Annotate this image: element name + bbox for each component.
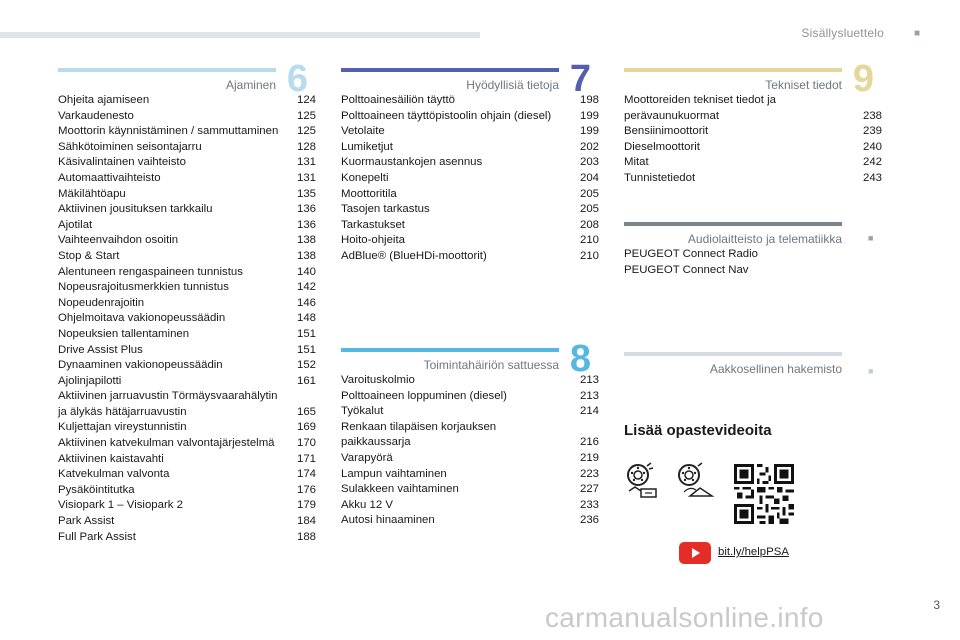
toc-entry-page: 214 [579, 405, 599, 418]
toc-entry-page: 151 [296, 327, 316, 340]
toc-entry[interactable] [58, 498, 316, 514]
toc-entry[interactable] [58, 93, 316, 109]
toc-list [341, 93, 599, 265]
toc-entry-page: 213 [579, 374, 599, 386]
section-number: 7 [569, 58, 591, 100]
toc-entry-title: Aktiivinen katvekulman valvontajärjestelmä [58, 437, 275, 450]
toc-entry-title: Polttoaineen täyttöpistoolin ohjain (diesel) [341, 109, 552, 122]
toc-entry-page: 223 [579, 467, 599, 480]
toc-entry[interactable] [58, 124, 316, 140]
toc-entry[interactable] [624, 140, 882, 156]
toc-entry-page: 233 [579, 498, 599, 511]
header-square-mark: ■ [913, 28, 920, 39]
toc-entry-title: Ajotilat [58, 218, 93, 231]
toc-entry-title: Nopeudenrajoitin [58, 296, 145, 309]
toc-entry-page: 199 [579, 125, 599, 138]
toc-entry[interactable] [58, 311, 316, 327]
toc-entry-page: 210 [579, 249, 599, 262]
section-divider [341, 348, 559, 352]
toc-entry[interactable] [341, 187, 599, 203]
toc-entry[interactable] [341, 140, 599, 156]
toc-entry-title: Tunnistetiedot [624, 171, 696, 184]
toc-entry-title: Full Park Assist [58, 530, 136, 543]
toc-entry-page: 243 [862, 171, 882, 184]
audio-square-mark: ■ [868, 233, 874, 243]
index-square-mark: ■ [868, 366, 874, 376]
toc-entry-page: 135 [296, 187, 316, 200]
section-title: Hyödyllisiä tietoja [466, 78, 559, 92]
toc-entry-title: Mäkilähtöapu [58, 187, 126, 200]
watermark-text: carmanualsonline.info [545, 602, 824, 633]
toc-entry-page: 138 [296, 249, 316, 262]
toc-entry[interactable] [58, 249, 316, 265]
toc-entry[interactable] [58, 187, 316, 203]
section-divider [624, 222, 842, 226]
section-title: Toimintahäiriön sattuessa [423, 358, 559, 372]
toc-entry-title: Tasojen tarkastus [341, 203, 430, 216]
toc-entry-page: 128 [296, 140, 316, 153]
section-divider [624, 352, 842, 356]
toc-entry-title: Moottorin käynnistäminen / sammuttaminen [58, 125, 279, 138]
toc-entry[interactable] [341, 467, 599, 483]
toc-entry[interactable] [341, 420, 599, 451]
toc-entry-page: 179 [296, 499, 316, 512]
toc-entry[interactable] [341, 404, 599, 420]
toc-entry[interactable] [341, 373, 599, 389]
toc-entry-page: 131 [296, 171, 316, 184]
toc-entry-title: Aktiivinen jousituksen tarkkailu [58, 203, 213, 216]
toc-entry-title: Varapyörä [341, 451, 393, 464]
toc-entry[interactable] [341, 202, 599, 218]
toc-entry-page: 171 [296, 452, 316, 465]
toc-entry-page: 202 [579, 140, 599, 153]
toc-entry-page: 213 [579, 389, 599, 402]
toc-entry[interactable] [58, 389, 316, 420]
toc-entry-title: Katvekulman valvonta [58, 468, 170, 481]
section-ajaminen [58, 58, 316, 545]
top-decor-bar [0, 32, 480, 38]
toc-entry-title: Dieselmoottorit [624, 140, 700, 153]
toc-entry-title: Sähkötoiminen seisontajarru [58, 140, 202, 153]
toc-entry-page: 242 [862, 156, 882, 169]
toc-entry-title: Park Assist [58, 515, 115, 528]
toc-entry[interactable] [58, 452, 316, 468]
toc-entry-page: 240 [862, 140, 882, 153]
toc-entry[interactable] [58, 155, 316, 171]
toc-entry[interactable] [58, 327, 316, 343]
wheel-repair-kit-icon [676, 462, 716, 502]
toc-entry-page: 199 [579, 109, 599, 122]
toc-entry-page: 227 [579, 483, 599, 496]
toc-entry-title: Akku 12 V [341, 498, 393, 511]
toc-entry-title: Vaihteenvaihdon osoitin [58, 234, 179, 247]
toc-entry-title: Konepelti [341, 171, 389, 184]
toc-entry[interactable] [58, 436, 316, 452]
qr-code [734, 464, 794, 524]
page-header-title: Sisällysluettelo [801, 26, 884, 40]
toc-entry-title: Aktiivinen kaistavahti [58, 452, 164, 465]
toc-entry-page: 204 [579, 171, 599, 184]
toc-entry[interactable] [341, 93, 599, 109]
toc-entry[interactable] [624, 155, 882, 171]
toc-entry[interactable] [341, 109, 599, 125]
toc-entry[interactable] [341, 249, 599, 265]
toc-entry[interactable] [58, 171, 316, 187]
toc-entry-page: 152 [296, 359, 316, 372]
toc-entry[interactable] [58, 218, 316, 234]
section-divider [341, 68, 559, 72]
toc-entry-title: Ohjeita ajamiseen [58, 94, 150, 106]
toc-entry-page: 125 [296, 109, 316, 122]
toc-entry-page: 169 [296, 421, 316, 434]
section-tekniset-tiedot [624, 58, 882, 187]
toc-entry-page: 210 [579, 234, 599, 247]
toc-entry-title: Alentuneen rengaspaineen tunnistus [58, 265, 243, 278]
toc-entry-title: Aktiivinen jarruavustin Törmäysvaarahälytin ja älykäs hätäjarruavustin [58, 390, 278, 418]
toc-entry[interactable] [58, 483, 316, 499]
section-aakkosellinen-hakemisto [624, 350, 864, 376]
toc-entry[interactable] [58, 140, 316, 156]
toc-list [341, 373, 599, 529]
toc-entry-title: Lumiketjut [341, 140, 393, 153]
toc-entry-title: Mitat [624, 156, 649, 169]
toc-entry-title: Hoito-ohjeita [341, 234, 405, 247]
toc-entry[interactable] [58, 343, 316, 359]
toc-entry[interactable] [341, 451, 599, 467]
toc-entry-title: Moottoreiden tekniset tiedot ja perävaunukuormat [624, 94, 776, 122]
toc-entry-title: Kuormaustankojen asennus [341, 156, 483, 169]
toc-entry[interactable] [58, 530, 316, 546]
toc-entry[interactable] [58, 202, 316, 218]
toc-entry-title: Polttoainesäiliön täyttö [341, 94, 455, 106]
wheel-jack-icon [625, 462, 665, 502]
section-toimintahairion-sattuessa [341, 338, 599, 529]
section-hyodyllisia-tietoja [341, 58, 599, 265]
toc-entry-title: Käsivalintainen vaihteisto [58, 156, 186, 169]
toc-entry-page: 131 [296, 156, 316, 169]
toc-entry-page: 203 [579, 156, 599, 169]
toc-entry[interactable] [58, 296, 316, 312]
toc-entry-page: 205 [579, 203, 599, 216]
toc-entry-page: 236 [579, 514, 599, 527]
toc-entry-page: 174 [296, 468, 316, 481]
toc-entry-page: 198 [579, 94, 599, 106]
toc-entry[interactable] [58, 265, 316, 281]
toc-entry[interactable] [58, 420, 316, 436]
toc-list [58, 93, 316, 545]
section-divider [58, 68, 276, 72]
toc-entry-title: Ajolinjapilotti [58, 374, 122, 387]
section-audiolaitteisto [624, 220, 864, 278]
toc-entry[interactable] [341, 498, 599, 514]
toc-entry-title: Autosi hinaaminen [341, 514, 435, 527]
section-title: Audiolaitteisto ja telematiikka [687, 232, 842, 246]
toc-entry-title: Visiopark 1 – Visiopark 2 [58, 499, 183, 512]
youtube-icon[interactable] [679, 542, 711, 564]
toc-entry-page: 208 [579, 218, 599, 231]
toc-entry-title: Bensiinimoottorit [624, 125, 709, 138]
toc-entry[interactable] [624, 93, 882, 124]
toc-entry-title: Työkalut [341, 405, 384, 418]
toc-entry-page: 216 [579, 436, 599, 449]
toc-entry[interactable] [58, 109, 316, 125]
toc-entry-page: 161 [296, 374, 316, 387]
toc-entry-page: 124 [296, 94, 316, 106]
toc-entry-title: AdBlue® (BlueHDi-moottorit) [341, 249, 487, 262]
toc-entry-title: Automaattivaihteisto [58, 171, 161, 184]
toc-entry-title: Vetolaite [341, 125, 385, 138]
toc-entry-page: 148 [296, 312, 316, 325]
audio-item-radio: PEUGEOT Connect Radio [624, 248, 759, 260]
toc-entry-page: 219 [579, 451, 599, 464]
page-number: 3 [933, 598, 940, 612]
toc-entry[interactable] [341, 218, 599, 234]
toc-entry-page: 142 [296, 281, 316, 294]
toc-entry-title: Renkaan tilapäisen korjauksen paikkaussarja [341, 420, 497, 449]
toc-entry-title: Dynaaminen vakionopeussäädin [58, 359, 223, 372]
toc-entry-page: 165 [296, 405, 316, 418]
toc-entry[interactable] [58, 514, 316, 530]
section-number: 9 [852, 58, 874, 100]
toc-entry-page: 176 [296, 483, 316, 496]
toc-entry[interactable] [624, 171, 882, 187]
toc-entry-page: 151 [296, 343, 316, 356]
toc-entry-title: Varoituskolmio [341, 374, 415, 386]
toc-entry-title: Nopeusrajoitusmerkkien tunnistus [58, 281, 229, 294]
toc-entry-page: 136 [296, 218, 316, 231]
toc-entry-page: 146 [296, 296, 316, 309]
toc-entry[interactable] [58, 358, 316, 374]
help-video-link[interactable]: bit.ly/helpPSA [718, 546, 789, 558]
toc-entry[interactable] [341, 233, 599, 249]
toc-list [624, 93, 882, 187]
toc-entry-page: 238 [862, 109, 882, 122]
toc-entry-title: Stop & Start [58, 249, 120, 262]
section-title: Tekniset tiedot [765, 78, 842, 92]
section-number: 6 [286, 58, 308, 100]
toc-entry[interactable] [341, 155, 599, 171]
toc-entry-page: 125 [296, 125, 316, 138]
toc-entry[interactable] [341, 124, 599, 140]
toc-entry[interactable] [624, 124, 882, 140]
toc-entry-page: 188 [296, 530, 316, 543]
toc-entry[interactable] [341, 482, 599, 498]
section-divider [624, 68, 842, 72]
toc-entry-title: Ohjelmoitava vakionopeussäädin [58, 312, 226, 325]
toc-entry-title: Polttoaineen loppuminen (diesel) [341, 389, 507, 402]
toc-entry-title: Lampun vaihtaminen [341, 467, 447, 480]
toc-entry-title: Varkaudenesto [58, 109, 134, 122]
section-number: 8 [569, 338, 591, 380]
toc-entry[interactable] [58, 233, 316, 249]
toc-entry[interactable] [341, 389, 599, 405]
toc-entry[interactable] [341, 171, 599, 187]
toc-entry-title: Drive Assist Plus [58, 343, 143, 356]
audio-item-nav: PEUGEOT Connect Nav [624, 263, 749, 276]
toc-entry-page: 184 [296, 515, 316, 528]
toc-entry-page: 138 [296, 234, 316, 247]
toc-entry[interactable] [58, 280, 316, 296]
section-title: Ajaminen [225, 78, 276, 92]
toc-entry-title: Sulakkeen vaihtaminen [341, 483, 459, 496]
toc-entry-title: Tarkastukset [341, 218, 405, 231]
toc-entry-title: Moottoritila [341, 187, 397, 200]
toc-entry-page: 136 [296, 203, 316, 216]
video-section-title: Lisää opastevideoita [624, 422, 772, 439]
toc-entry[interactable] [58, 467, 316, 483]
toc-entry-page: 170 [296, 437, 316, 450]
toc-entry-title: Kuljettajan vireystunnistin [58, 421, 187, 434]
toc-entry-title: Nopeuksien tallentaminen [58, 327, 190, 340]
toc-entry-page: 205 [579, 187, 599, 200]
section-title: Aakkosellinen hakemisto [709, 362, 842, 376]
toc-entry-page: 239 [862, 125, 882, 138]
toc-entry-title: Pysäköintitutka [58, 483, 135, 496]
toc-entry[interactable] [58, 374, 316, 390]
toc-entry[interactable] [341, 513, 599, 529]
toc-entry-page: 140 [296, 265, 316, 278]
